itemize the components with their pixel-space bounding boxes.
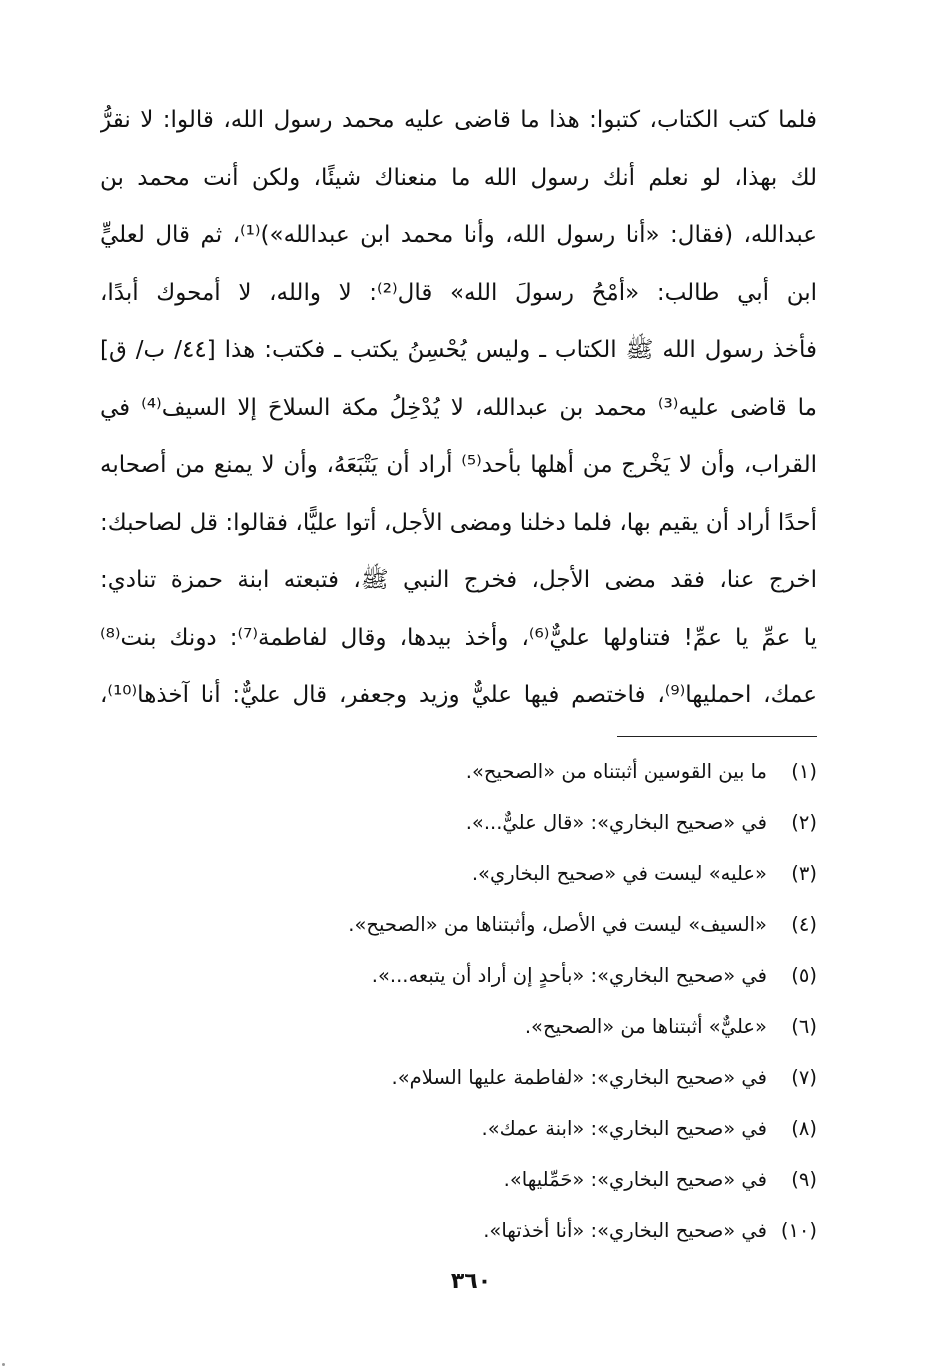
text-line: ما قاضى عليه⁽³⁾ محمد بن عبدالله، لا يُدْخِلُ مكة السلاحَ إلا السيف⁽⁴⁾ في [100,394,817,421]
footnotes-list [100,746,817,1256]
footnote-item [100,1001,817,1052]
footnote-item [100,899,817,950]
footnote-number: (١) [791,760,817,783]
footnote-text: «عليٌّ» أثبتناها من «الصحيح». [524,1015,767,1038]
footnote-item [100,746,817,797]
page-number: ٣٦٠ [450,1269,492,1294]
text-line: فأخذ رسول الله ﷺ الكتاب ـ وليس يُحْسِنُ يكتب ـ فكتب: هذا [٤٤/ ب/ ق] [100,337,817,363]
footnote-item [100,1103,817,1154]
main-text [100,92,817,725]
footnote-text: في «صحيح البخاري»: «بأحدٍ إن أراد أن يتبعه...». [371,964,767,987]
footnote-number: (٥) [791,964,817,987]
footnote-separator [617,736,817,737]
footnote-item [100,848,817,899]
footnote-text: «السيف» ليست في الأصل، وأثبتناها من «الصحيح». [348,913,767,936]
text-line: يا عمِّ يا عمِّ! فتناولها عليٌّ⁽⁶⁾، وأخذ بيدها، وقال لفاطمة⁽⁷⁾: دونك بنت⁽⁸⁾ [100,624,817,651]
footnote-text: في «صحيح البخاري»: «قال عليٌّ...». [465,811,767,834]
text-line: أحدًا أراد أن يقيم بها، فلما دخلنا ومضى الأجل، أتوا عليًّا، فقالوا: قل لصاحبك: [100,509,817,536]
footnote-number: (٧) [791,1066,817,1089]
footnote-number: (٢) [791,811,817,834]
footnote-text: «عليه» ليست في «صحيح البخاري». [471,862,767,885]
footnote-item [100,1205,817,1256]
scan-speck [2,1363,5,1366]
footnote-item [100,950,817,1001]
text-line: عمك، احمليها⁽⁹⁾، فاختصم فيها عليٌّ وزيد وجعفر، قال عليٌّ: أنا آخذها⁽¹⁰⁾، [100,682,817,708]
text-line: عبدالله، (فقال: «أنا رسول الله، وأنا محمد ابن عبدالله»)⁽¹⁾، ثم قال لعليٍّ [100,222,817,248]
footnote-item [100,1154,817,1205]
text-line: ابن أبي طالب: «أمْحُ رسولَ الله» قال⁽²⁾: لا والله، لا أمحوك أبدًا، [100,279,817,306]
footnote-number: (٣) [791,862,817,885]
footnote-item [100,1052,817,1103]
footnote-number: (٤) [791,913,817,936]
footnote-text: في «صحيح البخاري»: «ابنة عمك». [481,1117,767,1140]
footnote-number: (٦) [791,1015,817,1038]
footnote-text: في «صحيح البخاري»: «لفاطمة عليها السلام». [391,1066,767,1089]
text-line: القراب، وأن لا يَخْرج من أهلها بأحد⁽⁵⁾ أراد أن يَتْبَعَهُ، وأن لا يمنع من أصحابه [100,452,817,478]
footnote-text: في «صحيح البخاري»: «حَمِّليها». [503,1168,767,1191]
footnote-number: (٩) [791,1168,817,1191]
text-line: اخرج عنا، فقد مضى الأجل، فخرج النبي ﷺ، فتبعته ابنة حمزة تنادي: [100,567,817,593]
footnote-number: (٨) [791,1117,817,1140]
footnote-item [100,797,817,848]
footnote-text: في «صحيح البخاري»: «أنا أخذتها». [483,1219,767,1242]
footnote-number: (١٠) [780,1219,817,1242]
footnote-text: ما بين القوسين أثبتناه من «الصحيح». [465,760,767,783]
text-line: فلما كتب الكتاب، كتبوا: هذا ما قاضى عليه محمد رسول الله، قالوا: لا نقرُّ [100,107,817,133]
text-line: لك بهذا، لو نعلم أنك رسول الله ما منعناك شيئًا، ولكن أنت محمد بن [100,164,817,191]
